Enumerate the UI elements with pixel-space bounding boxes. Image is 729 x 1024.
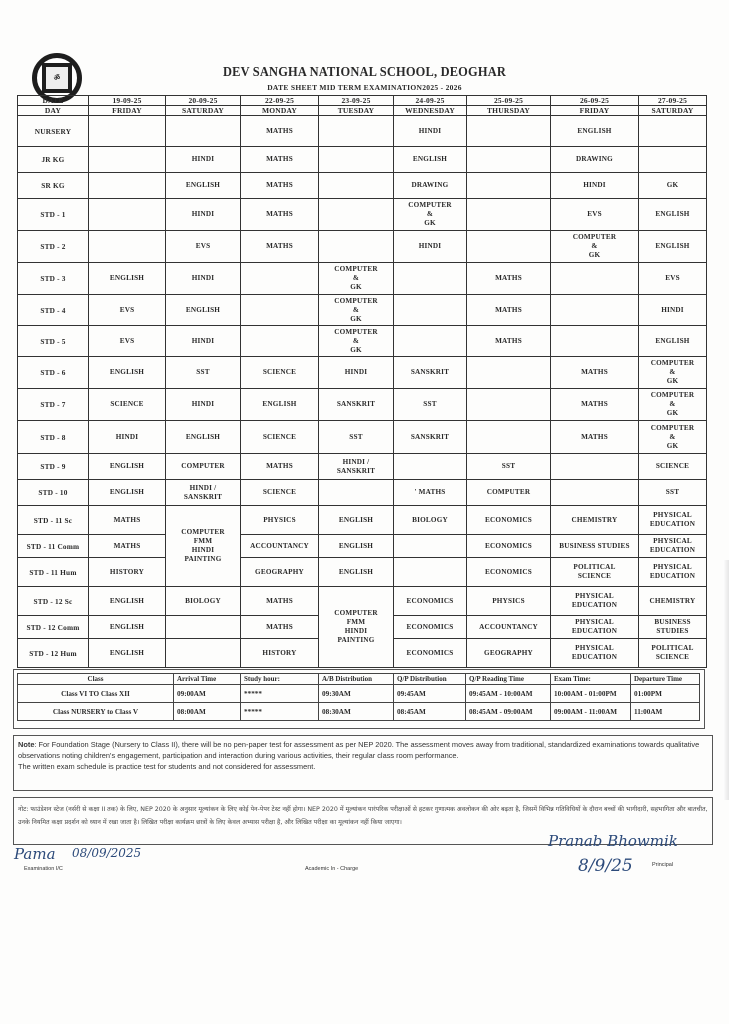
subject-cell xyxy=(319,231,394,263)
subject-cell: MATHS xyxy=(241,231,319,263)
subject-cell xyxy=(89,199,166,231)
timing-cell: 09:45AM - 10:00AM xyxy=(466,685,551,703)
timing-row xyxy=(18,703,700,721)
schedule-row xyxy=(18,480,707,506)
class-name: STD - 11 Hum xyxy=(18,558,89,587)
day-row-cell: FRIDAY xyxy=(89,106,166,116)
subject-cell xyxy=(467,173,551,199)
class-name: STD - 8 xyxy=(18,421,89,454)
schedule-row xyxy=(18,357,707,389)
subject-cell: HISTORY xyxy=(241,639,319,668)
subject-cell: PHYSICAL EDUCATION xyxy=(639,506,707,535)
schedule-row xyxy=(18,558,707,587)
subject-cell: ECONOMICS xyxy=(394,587,467,616)
subject-cell: COMPUTER & GK xyxy=(319,263,394,295)
subject-cell: HINDI xyxy=(166,199,241,231)
subject-cell: SANSKRIT xyxy=(319,389,394,421)
class-name: STD - 12 Comm xyxy=(18,616,89,639)
class-name: STD - 1 xyxy=(18,199,89,231)
principal-label: Principal xyxy=(652,862,674,868)
subject-cell xyxy=(394,558,467,587)
subject-cell: COMPUTER xyxy=(166,454,241,480)
subject-cell xyxy=(166,639,241,668)
subject-cell xyxy=(467,357,551,389)
subject-cell: MATHS xyxy=(89,535,166,558)
subject-cell: ENGLISH xyxy=(639,326,707,357)
date-sheet-table xyxy=(17,95,707,668)
subject-cell: HINDI xyxy=(394,116,467,147)
subject-cell xyxy=(467,421,551,454)
subject-cell xyxy=(394,263,467,295)
subject-cell xyxy=(639,116,707,147)
subject-cell: HINDI xyxy=(551,173,639,199)
subject-cell: ' MATHS xyxy=(394,480,467,506)
subject-cell xyxy=(319,147,394,173)
subject-cell: ENGLISH xyxy=(89,587,166,616)
subject-cell: SCIENCE xyxy=(89,389,166,421)
timing-table xyxy=(17,673,700,721)
subject-cell xyxy=(166,616,241,639)
timing-cell: Class VI TO Class XII xyxy=(18,685,174,703)
subject-cell: GK xyxy=(639,173,707,199)
subject-cell: EVS xyxy=(166,231,241,263)
date-row-cell: 26-09-25 xyxy=(551,96,639,106)
subject-cell: CHEMISTRY xyxy=(551,506,639,535)
subject-cell xyxy=(394,295,467,326)
subject-cell xyxy=(319,199,394,231)
subject-cell: ENGLISH xyxy=(89,454,166,480)
subject-cell: ECONOMICS xyxy=(467,506,551,535)
timing-cell: Class NURSERY to Class V xyxy=(18,703,174,721)
subject-cell xyxy=(89,147,166,173)
subject-cell: ACCOUNTANCY xyxy=(467,616,551,639)
day-row-cell: SATURDAY xyxy=(166,106,241,116)
subject-cell: BUSINESS STUDIES xyxy=(639,616,707,639)
subject-cell: ECONOMICS xyxy=(467,558,551,587)
subject-cell: GEOGRAPHY xyxy=(467,639,551,668)
subject-cell: HINDI / SANSKRIT xyxy=(319,454,394,480)
subject-cell: MATHS xyxy=(467,295,551,326)
principal-date: 8/9/25 xyxy=(578,856,633,876)
subject-cell: HINDI / SANSKRIT xyxy=(166,480,241,506)
subject-cell: MATHS xyxy=(551,389,639,421)
subject-cell: MATHS xyxy=(551,421,639,454)
subject-cell xyxy=(551,295,639,326)
date-row-cell: 24-09-25 xyxy=(394,96,467,106)
timing-cell: 09:45AM xyxy=(394,685,466,703)
subject-cell xyxy=(551,480,639,506)
timing-header-row xyxy=(18,674,700,685)
timing-cell: ***** xyxy=(241,685,319,703)
subject-cell xyxy=(241,295,319,326)
subject-cell: ENGLISH xyxy=(639,231,707,263)
subject-cell: MATHS xyxy=(467,263,551,295)
subject-cell: COMPUTER FMM HINDI PAINTING xyxy=(319,587,394,668)
hindi-note: नोट: फाउंडेशन स्टेज (नर्सरी से कक्षा II तक) के लिए, NEP 2020 के अनुसार मूल्यांकन के लिए कोई पेन-पेपर टेस्ट नहीं होगा। NEP 2020 में मूल्यांकन पारंपरिक परीक्षाओं से हटकर गुणात्मक अवलोकन की ओर बढ़ता है, जिसमें विभिन्न गतिविधियों के दौरान बच्चों की भागीदारी, सहभागिता और बातचीत, उनके नियमित कक्षा प्रदर्शन को ध्यान में रखा जाता है। लिखित परीक्षा कार्यक्रम छात्रों के लिए केवल अभ्यास परीक्षा है, और लिखित परीक्षा का मूल्यांकन नहीं किया जाएगा। xyxy=(13,797,713,845)
subject-cell xyxy=(467,199,551,231)
subject-cell: ENGLISH xyxy=(89,263,166,295)
subject-cell: ENGLISH xyxy=(166,295,241,326)
timing-header: Exam Time: xyxy=(551,674,631,685)
class-name: STD - 11 Comm xyxy=(18,535,89,558)
date-row-cell: 27-09-25 xyxy=(639,96,707,106)
subject-cell: MATHS xyxy=(467,326,551,357)
timing-row xyxy=(18,685,700,703)
subject-cell xyxy=(166,116,241,147)
date-row-label: DATE xyxy=(18,96,89,106)
schedule-row xyxy=(18,421,707,454)
date-row-cell: 22-09-25 xyxy=(241,96,319,106)
subject-cell: DRAWING xyxy=(551,147,639,173)
subject-cell: SCIENCE xyxy=(241,421,319,454)
day-row-cell: SATURDAY xyxy=(639,106,707,116)
subject-cell: SST xyxy=(394,389,467,421)
subject-cell xyxy=(89,173,166,199)
subject-cell: MATHS xyxy=(241,199,319,231)
subject-cell xyxy=(241,326,319,357)
day-row-cell: MONDAY xyxy=(241,106,319,116)
schedule-row xyxy=(18,147,707,173)
class-name: STD - 5 xyxy=(18,326,89,357)
subject-cell: ENGLISH xyxy=(241,389,319,421)
subject-cell xyxy=(394,454,467,480)
subject-cell: HINDI xyxy=(166,147,241,173)
subject-cell xyxy=(551,454,639,480)
subject-cell: SST xyxy=(467,454,551,480)
subject-cell xyxy=(89,231,166,263)
day-row-cell: FRIDAY xyxy=(551,106,639,116)
subject-cell: BIOLOGY xyxy=(394,506,467,535)
subject-cell: PHYSICAL EDUCATION xyxy=(551,639,639,668)
subject-cell xyxy=(467,116,551,147)
subject-cell: EVS xyxy=(639,263,707,295)
exam-ic-signature: Pama xyxy=(14,845,56,863)
timing-cell: 10:00AM - 01:00PM xyxy=(551,685,631,703)
subject-cell: ECONOMICS xyxy=(467,535,551,558)
subject-cell: PHYSICAL EDUCATION xyxy=(639,558,707,587)
subject-cell: SANSKRIT xyxy=(394,357,467,389)
schedule-row xyxy=(18,199,707,231)
subject-cell: ACCOUNTANCY xyxy=(241,535,319,558)
subject-cell: HINDI xyxy=(89,421,166,454)
principal-signature: Pranab Bhowmik xyxy=(548,832,678,850)
subject-cell: BIOLOGY xyxy=(166,587,241,616)
subject-cell: BUSINESS STUDIES xyxy=(551,535,639,558)
day-row-cell: THURSDAY xyxy=(467,106,551,116)
class-name: STD - 4 xyxy=(18,295,89,326)
class-name: STD - 6 xyxy=(18,357,89,389)
subject-cell xyxy=(394,326,467,357)
timing-cell: 08:45AM - 09:00AM xyxy=(466,703,551,721)
subject-cell: MATHS xyxy=(241,147,319,173)
subject-cell xyxy=(241,263,319,295)
subject-cell: SST xyxy=(639,480,707,506)
note-text: : For Foundation Stage (Nursery to Class II), there will be no pen-paper test for assessment as per NEP 2020. The assessment moves away from traditional, standardized examinations towards qualitative observations noting children's engagement, participation and interaction during various activities, their regular class room performance. xyxy=(18,740,700,760)
subject-cell xyxy=(319,173,394,199)
class-name: SR KG xyxy=(18,173,89,199)
subject-cell xyxy=(319,480,394,506)
subject-cell: ENGLISH xyxy=(319,535,394,558)
subject-cell: PHYSICS xyxy=(467,587,551,616)
subject-cell xyxy=(551,263,639,295)
subject-cell: ECONOMICS xyxy=(394,639,467,668)
subject-cell: MATHS xyxy=(241,616,319,639)
timing-header: Class xyxy=(18,674,174,685)
subject-cell: SCIENCE xyxy=(241,357,319,389)
timing-cell: ***** xyxy=(241,703,319,721)
subject-cell: EVS xyxy=(89,326,166,357)
subject-cell: MATHS xyxy=(241,587,319,616)
subject-cell: SST xyxy=(319,421,394,454)
subject-cell: POLITICAL SCIENCE xyxy=(639,639,707,668)
timing-header: Study hour: xyxy=(241,674,319,685)
schedule-row xyxy=(18,263,707,295)
subject-cell: COMPUTER FMM HINDI PAINTING xyxy=(166,506,241,587)
class-name: STD - 3 xyxy=(18,263,89,295)
class-name: STD - 7 xyxy=(18,389,89,421)
exam-title: DATE SHEET MID TERM EXAMINATION2025 - 2026 xyxy=(267,83,462,92)
subject-cell: PHYSICAL EDUCATION xyxy=(551,616,639,639)
date-row-cell: 23-09-25 xyxy=(319,96,394,106)
date-row-cell: 19-09-25 xyxy=(89,96,166,106)
subject-cell: PHYSICS xyxy=(241,506,319,535)
subject-cell: COMPUTER & GK xyxy=(394,199,467,231)
subject-cell: HINDI xyxy=(166,389,241,421)
exam-ic-date: 08/09/2025 xyxy=(72,846,142,860)
subject-cell: ENGLISH xyxy=(551,116,639,147)
subject-cell: HINDI xyxy=(639,295,707,326)
subject-cell: CHEMISTRY xyxy=(639,587,707,616)
timing-header: Q/P Reading Time xyxy=(466,674,551,685)
subject-cell: ENGLISH xyxy=(166,421,241,454)
english-note xyxy=(13,735,713,791)
day-row-cell: WEDNESDAY xyxy=(394,106,467,116)
class-name: STD - 10 xyxy=(18,480,89,506)
schedule-row xyxy=(18,295,707,326)
subject-cell: MATHS xyxy=(241,454,319,480)
subject-cell: ENGLISH xyxy=(89,639,166,668)
subject-cell: COMPUTER & GK xyxy=(639,421,707,454)
schedule-row xyxy=(18,506,707,535)
subject-cell: HISTORY xyxy=(89,558,166,587)
class-name: STD - 9 xyxy=(18,454,89,480)
school-name: DEV SANGHA NATIONAL SCHOOL, DEOGHAR xyxy=(222,64,507,79)
class-name: STD - 12 Hum xyxy=(18,639,89,668)
date-row-cell: 25-09-25 xyxy=(467,96,551,106)
class-name: STD - 11 Sc xyxy=(18,506,89,535)
timing-cell: 08:45AM xyxy=(394,703,466,721)
subject-cell: COMPUTER & GK xyxy=(639,389,707,421)
note-label: Note xyxy=(18,740,35,749)
academic-in-charge-label: Academic In - Charge xyxy=(305,866,359,872)
schedule-row xyxy=(18,389,707,421)
scan-edge xyxy=(723,560,729,800)
subject-cell: ENGLISH xyxy=(319,558,394,587)
subject-cell: COMPUTER & GK xyxy=(639,357,707,389)
subject-cell: COMPUTER & GK xyxy=(551,231,639,263)
subject-cell: SST xyxy=(166,357,241,389)
timing-cell: 09:30AM xyxy=(319,685,394,703)
subject-cell: ENGLISH xyxy=(394,147,467,173)
schedule-row xyxy=(18,326,707,357)
date-row-cell: 20-09-25 xyxy=(166,96,241,106)
subject-cell: SANSKRIT xyxy=(394,421,467,454)
schedule-row xyxy=(18,587,707,616)
subject-cell xyxy=(551,326,639,357)
day-row-label: DAY xyxy=(18,106,89,116)
subject-cell xyxy=(467,389,551,421)
schedule-row xyxy=(18,231,707,263)
subject-cell: HINDI xyxy=(319,357,394,389)
timing-header: A/B Distribution xyxy=(319,674,394,685)
subject-cell: PHYSICAL EDUCATION xyxy=(551,587,639,616)
timing-header: Departure Time xyxy=(631,674,700,685)
subject-cell: MATHS xyxy=(241,173,319,199)
subject-cell: ENGLISH xyxy=(89,616,166,639)
schedule-row xyxy=(18,535,707,558)
subject-cell: SCIENCE xyxy=(639,454,707,480)
schedule-row xyxy=(18,116,707,147)
subject-cell: POLITICAL SCIENCE xyxy=(551,558,639,587)
subject-cell: COMPUTER xyxy=(467,480,551,506)
date-row xyxy=(18,96,707,106)
day-row xyxy=(18,106,707,116)
timing-cell: 11:00AM xyxy=(631,703,700,721)
timing-cell: 09:00AM xyxy=(174,685,241,703)
subject-cell xyxy=(467,147,551,173)
class-name: STD - 2 xyxy=(18,231,89,263)
class-name: STD - 12 Sc xyxy=(18,587,89,616)
subject-cell xyxy=(89,116,166,147)
timing-header: Q/P Distribution xyxy=(394,674,466,685)
exam-ic-label: Examination I/C xyxy=(24,866,63,872)
timing-cell: 09:00AM - 11:00AM xyxy=(551,703,631,721)
subject-cell xyxy=(394,535,467,558)
timing-cell: 01:00PM xyxy=(631,685,700,703)
subject-cell: ENGLISH xyxy=(166,173,241,199)
note-text-2: The written exam schedule is practice test for students and not considered for assessment. xyxy=(18,762,316,771)
subject-cell xyxy=(319,116,394,147)
class-name: JR KG xyxy=(18,147,89,173)
subject-cell xyxy=(639,147,707,173)
subject-cell: ENGLISH xyxy=(639,199,707,231)
subject-cell: ENGLISH xyxy=(89,480,166,506)
subject-cell xyxy=(467,231,551,263)
subject-cell: MATHS xyxy=(241,116,319,147)
subject-cell: COMPUTER & GK xyxy=(319,295,394,326)
subject-cell: EVS xyxy=(551,199,639,231)
schedule-row xyxy=(18,173,707,199)
subject-cell: ENGLISH xyxy=(89,357,166,389)
subject-cell: ECONOMICS xyxy=(394,616,467,639)
subject-cell: ENGLISH xyxy=(319,506,394,535)
subject-cell: PHYSICAL EDUCATION xyxy=(639,535,707,558)
subject-cell: HINDI xyxy=(166,263,241,295)
timing-cell: 08:00AM xyxy=(174,703,241,721)
timing-header: Arrival Time xyxy=(174,674,241,685)
day-row-cell: TUESDAY xyxy=(319,106,394,116)
subject-cell: EVS xyxy=(89,295,166,326)
subject-cell: HINDI xyxy=(394,231,467,263)
subject-cell: GEOGRAPHY xyxy=(241,558,319,587)
class-name: NURSERY xyxy=(18,116,89,147)
timing-cell: 08:30AM xyxy=(319,703,394,721)
subject-cell: COMPUTER & GK xyxy=(319,326,394,357)
subject-cell: HINDI xyxy=(166,326,241,357)
subject-cell: SCIENCE xyxy=(241,480,319,506)
subject-cell: DRAWING xyxy=(394,173,467,199)
schedule-row xyxy=(18,454,707,480)
subject-cell: MATHS xyxy=(89,506,166,535)
emblem-inner: ॐ xyxy=(42,63,72,93)
subject-cell: MATHS xyxy=(551,357,639,389)
